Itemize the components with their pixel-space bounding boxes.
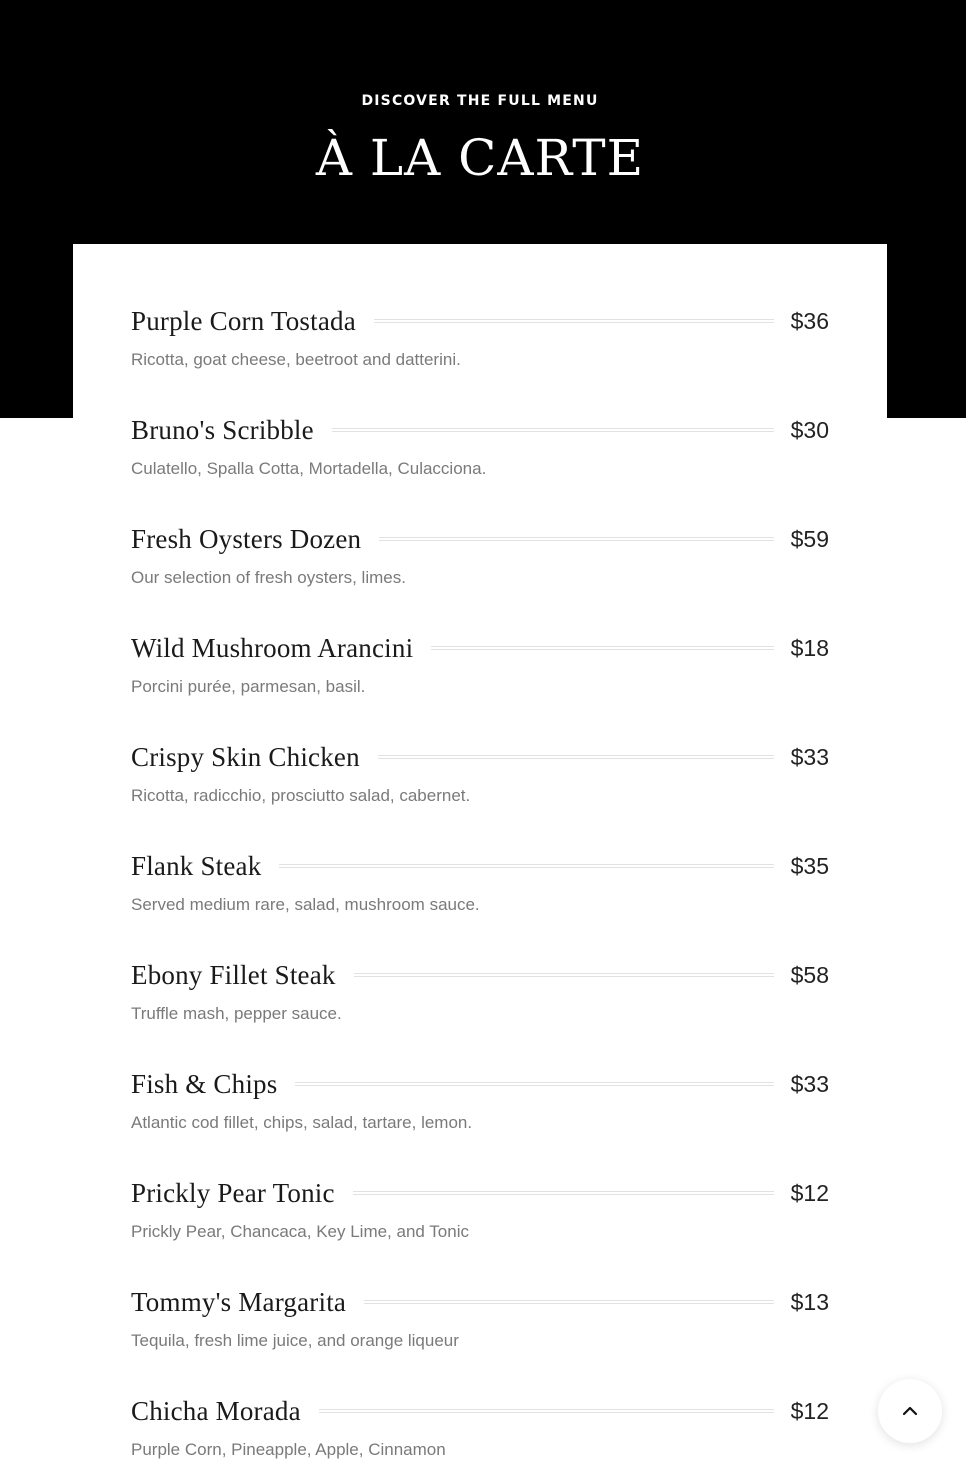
menu-item-leader-line xyxy=(374,319,774,323)
menu-item-leader-line xyxy=(354,973,774,977)
menu-item-name: Purple Corn Tostada xyxy=(131,305,356,336)
menu-item xyxy=(131,954,829,1063)
menu-item-price: $33 xyxy=(790,743,829,770)
menu-item-description: Prickly Pear, Chancaca, Key Lime, and Tonic xyxy=(131,1222,469,1241)
menu-item-name: Fresh Oysters Dozen xyxy=(131,523,362,554)
menu-list xyxy=(131,300,829,1480)
menu-item-description: Truffle mash, pepper sauce. xyxy=(131,1004,342,1023)
menu-item-leader-line xyxy=(364,1300,774,1304)
menu-item-name: Prickly Pear Tonic xyxy=(131,1177,335,1208)
page-title: À LA CARTE xyxy=(315,129,645,187)
menu-item-leader-line xyxy=(353,1191,774,1195)
menu-item-description: Porcini purée, parmesan, basil. xyxy=(131,677,366,696)
menu-item-price: $13 xyxy=(790,1288,829,1315)
menu-item xyxy=(131,845,829,954)
menu-item-price: $12 xyxy=(790,1179,829,1206)
menu-item-description: Atlantic cod fillet, chips, salad, tartare, lemon. xyxy=(131,1113,473,1132)
menu-item xyxy=(131,627,829,736)
menu-item-name: Crispy Skin Chicken xyxy=(131,741,360,772)
menu-item-name: Tommy's Margarita xyxy=(131,1286,347,1317)
section-eyebrow: DISCOVER THE FULL MENU xyxy=(361,93,599,109)
menu-item-name: Fish & Chips xyxy=(131,1068,278,1099)
menu-item-leader-line xyxy=(295,1082,773,1086)
menu-item-description: Ricotta, radicchio, prosciutto salad, cabernet. xyxy=(131,786,471,805)
menu-item xyxy=(131,300,829,409)
menu-item-leader-line xyxy=(319,1409,774,1413)
menu-item-description: Culatello, Spalla Cotta, Mortadella, Culacciona. xyxy=(131,459,487,478)
back-to-top-button[interactable] xyxy=(878,1379,942,1443)
menu-item-price: $58 xyxy=(790,961,829,988)
menu-item-price: $59 xyxy=(790,525,829,552)
menu-item-price: $36 xyxy=(790,307,829,334)
menu-item xyxy=(131,1281,829,1390)
menu-item-price: $18 xyxy=(790,634,829,661)
menu-item-leader-line xyxy=(279,864,773,868)
menu-item-name: Wild Mushroom Arancini xyxy=(131,632,414,663)
menu-item-name: Ebony Fillet Steak xyxy=(131,959,336,990)
menu-item-leader-line xyxy=(431,646,773,650)
menu-item-price: $12 xyxy=(790,1397,829,1424)
menu-item-leader-line xyxy=(378,755,774,759)
menu-item-description: Purple Corn, Pineapple, Apple, Cinnamon xyxy=(131,1440,446,1459)
menu-item-price: $35 xyxy=(790,852,829,879)
scrollbar-track[interactable] xyxy=(966,0,970,1480)
chevron-up-icon xyxy=(900,1401,920,1421)
menu-item xyxy=(131,518,829,627)
menu-item-name: Flank Steak xyxy=(131,850,262,881)
menu-item xyxy=(131,1063,829,1172)
menu-item-name: Chicha Morada xyxy=(131,1395,301,1426)
menu-item-price: $30 xyxy=(790,416,829,443)
menu-item xyxy=(131,409,829,518)
menu-item-description: Our selection of fresh oysters, limes. xyxy=(131,568,406,587)
menu-item-leader-line xyxy=(332,428,774,432)
menu-item-description: Ricotta, goat cheese, beetroot and datterini. xyxy=(131,350,461,369)
menu-item-price: $33 xyxy=(790,1070,829,1097)
menu-item xyxy=(131,736,829,845)
menu-item-description: Served medium rare, salad, mushroom sauce. xyxy=(131,895,480,914)
menu-item-name: Bruno's Scribble xyxy=(131,414,314,445)
menu-item xyxy=(131,1390,829,1480)
menu-item-description: Tequila, fresh lime juice, and orange liqueur xyxy=(131,1331,459,1350)
menu-item-leader-line xyxy=(379,537,773,541)
menu-item xyxy=(131,1172,829,1281)
